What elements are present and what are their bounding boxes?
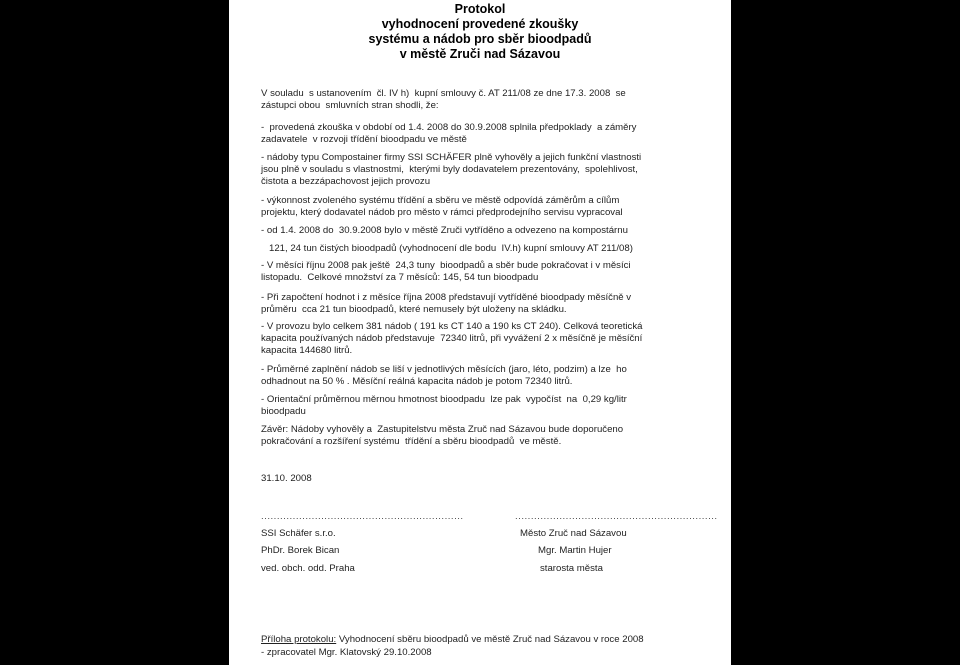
paragraph: - od 1.4. 2008 do 30.9.2008 bylo v městě Zruči vytříděno a odvezeno na kompostárnu [261, 225, 628, 236]
paragraph: - nádoby typu Compostainer firmy SSI SCHÄFER plně vyhověly a jejich funkční vlastnosti jsou plně v souladu s vlastnostmi, kterými byly dodavatelem prezentovány, spolehlivost, čistota a bezzápachovost jejich provozu [261, 152, 642, 188]
paragraph: 121, 24 tun čistých bioodpadů (vyhodnocení dle bodu IV.h) kupní smlouvy AT 211/08) [261, 243, 633, 254]
signatory-left-role: ved. obch. odd. Praha [261, 563, 355, 574]
signatory-right-role: starosta města [540, 563, 603, 574]
attachment-label: Příloha protokolu: [261, 634, 337, 645]
paragraph: - provedená zkouška v období od 1.4. 2008 do 30.9.2008 splnila předpoklady a záměry zadavatele v rozvoji třídění bioodpadu ve městě [261, 122, 637, 146]
signatory-right-company: Město Zruč nad Sázavou [520, 528, 627, 539]
paragraph: - V provozu bylo celkem 381 nádob ( 191 ks CT 140 a 190 ks CT 240). Celková teoretická kapacita používaných nádob představuje 72340 litrů, při vyvážení 2 x měsíčně je měsíční kapacita 144680 litrů. [261, 321, 643, 357]
document-title [229, 2, 731, 62]
paragraph: - Při započtení hodnot i z měsíce října 2008 představují vytříděné bioodpady měsíčně v průměru cca 21 tun bioodpadů, které nemusely být uloženy na skládku. [261, 292, 632, 316]
document-date: 31.10. 2008 [261, 473, 312, 484]
signatory-left-company: SSI Schäfer s.r.o. [261, 528, 336, 539]
title-line: systému a nádob pro sběr bioodpadů [368, 32, 592, 46]
paragraph: - Orientační průměrnou měrnou hmotnost bioodpadu lze pak vypočíst na 0,29 kg/litr bioodpadu [261, 394, 627, 418]
paragraph: - Průměrné zaplnění nádob se liší v jednotlivých měsících (jaro, léto, podzim) a lze ho odhadnout na 50 % . Měsíční reálná kapacita nádob je potom 72340 litrů. [261, 364, 627, 388]
title-line: vyhodnocení provedené zkoušky [381, 17, 579, 31]
attachment-author: - zpracovatel Mgr. Klatovský 29.10.2008 [261, 647, 432, 658]
signature-line-left: ................................................................ [261, 511, 464, 522]
conclusion: Závěr: Nádoby vyhověly a Zastupitelstvu města Zruč nad Sázavou bude doporučeno pokračování a rozšíření systému třídění a sběru bioodpadů ve městě. [261, 424, 624, 448]
attachment-note [261, 634, 644, 645]
title-line: v městě Zruči nad Sázavou [399, 47, 561, 61]
signature-line-right: ................................................................ [515, 511, 718, 522]
paragraph-intro: V souladu s ustanovením čl. IV h) kupní smlouvy č. AT 211/08 ze dne 17.3. 2008 se zástupci obou smluvních stran shodli, že: [261, 88, 626, 112]
document-page [229, 0, 731, 665]
paragraph: - výkonnost zvoleného systému třídění a sběru ve městě odpovídá záměrům a cílům projektu, který dodavatel nádob pro město v rámci předprodejního servisu vypracoval [261, 195, 623, 219]
signatory-left-name: PhDr. Borek Bican [261, 545, 340, 556]
attachment-text: Vyhodnocení sběru bioodpadů ve městě Zruč nad Sázavou v roce 2008 [336, 634, 644, 645]
paragraph: - V měsíci říjnu 2008 pak ještě 24,3 tuny bioodpadů a sběr bude pokračovat i v měsíci listopadu. Celkové množství za 7 měsíců: 145, 54 tun bioodpadu [261, 260, 631, 284]
signatory-right-name: Mgr. Martin Hujer [538, 545, 612, 556]
title-line: Protokol [454, 2, 506, 16]
